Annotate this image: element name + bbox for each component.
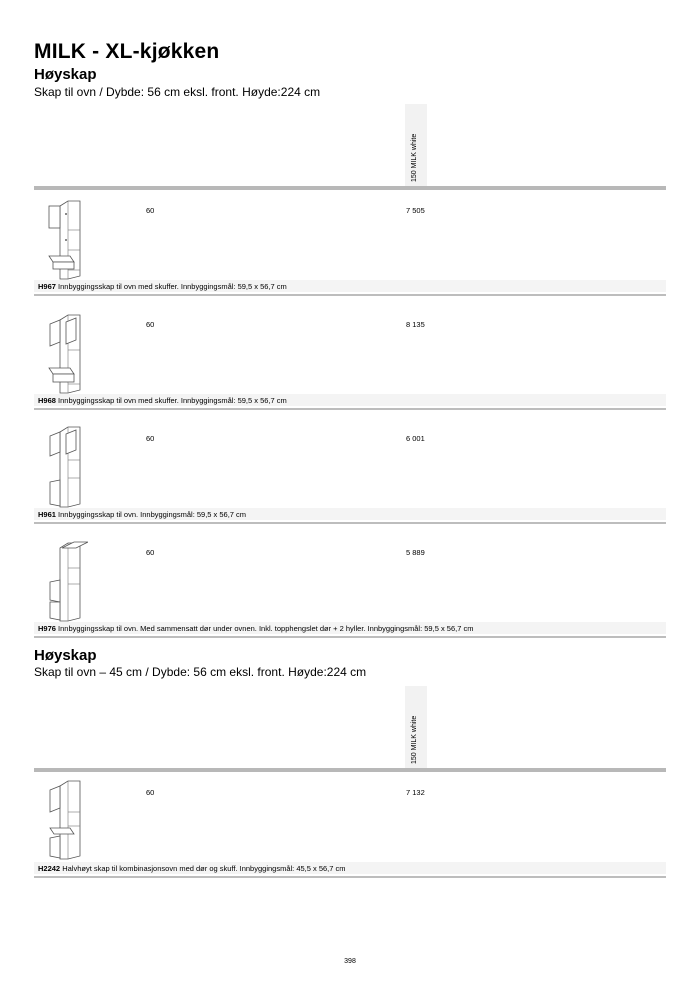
product-code: H968 [38,396,56,405]
product-width: 60 [146,434,155,443]
tall-oven-cabinet-icon [46,426,88,508]
product-row [34,536,666,640]
row-rule [34,522,666,524]
product-price: 5 889 [406,548,425,557]
product-width: 60 [146,320,155,329]
product-code: H976 [38,624,56,633]
page-number: 398 [344,958,356,965]
product-description: H967 Innbyggingsskap til ovn med skuffer. Innbyggingsmål: 59,5 x 56,7 cm [38,282,287,291]
product-price: 8 135 [406,320,425,329]
product-description: H2242 Halvhøyt skap til kombinasjonsovn med dør og skuff. Innbyggingsmål: 45,5 x 56,7 cm [38,864,346,873]
column-header-label: 150 MILK white [411,715,418,764]
row-rule [34,636,666,638]
product-price: 6 001 [406,434,425,443]
product-width: 60 [146,788,155,797]
header-rule [34,186,666,190]
tall-oven-cabinet-with-drawers-icon [46,314,88,394]
product-row [34,422,666,526]
product-description: H976 Innbyggingsskap til ovn. Med sammensatt dør under ovnen. Inkl. topphengslet dør + 2 hyller. Innbyggingsmål: 59,5 x 56,7 cm [38,624,474,633]
section-title: Høyskap [34,647,97,664]
product-row [34,776,666,880]
half-tall-combi-oven-cabinet-icon [46,778,88,860]
product-row [34,308,666,412]
product-description: H968 Innbyggingsskap til ovn med skuffer. Innbyggingsmål: 59,5 x 56,7 cm [38,396,287,405]
product-price: 7 505 [406,206,425,215]
header-rule [34,768,666,772]
product-width: 60 [146,206,155,215]
column-header-label: 150 MILK white [411,133,418,182]
tall-oven-cabinet-top-hinged-icon [46,540,88,622]
product-description: H961 Innbyggingsskap til ovn. Innbyggingsmål: 59,5 x 56,7 cm [38,510,247,519]
product-code: H2242 [38,864,61,873]
section-title: Høyskap [34,66,97,83]
page-title: MILK - XL-kjøkken [34,40,220,63]
tall-oven-cabinet-with-drawers-icon [46,200,88,280]
section-subtitle: Skap til ovn – 45 cm / Dybde: 56 cm eksl. front. Høyde:224 cm [34,665,367,679]
product-price: 7 132 [406,788,425,797]
product-code: H961 [38,510,56,519]
product-width: 60 [146,548,155,557]
row-rule [34,876,666,878]
section-subtitle: Skap til ovn / Dybde: 56 cm eksl. front. Høyde:224 cm [34,85,321,99]
row-rule [34,408,666,410]
product-code: H967 [38,282,56,291]
row-rule [34,294,666,296]
product-row [34,194,666,298]
